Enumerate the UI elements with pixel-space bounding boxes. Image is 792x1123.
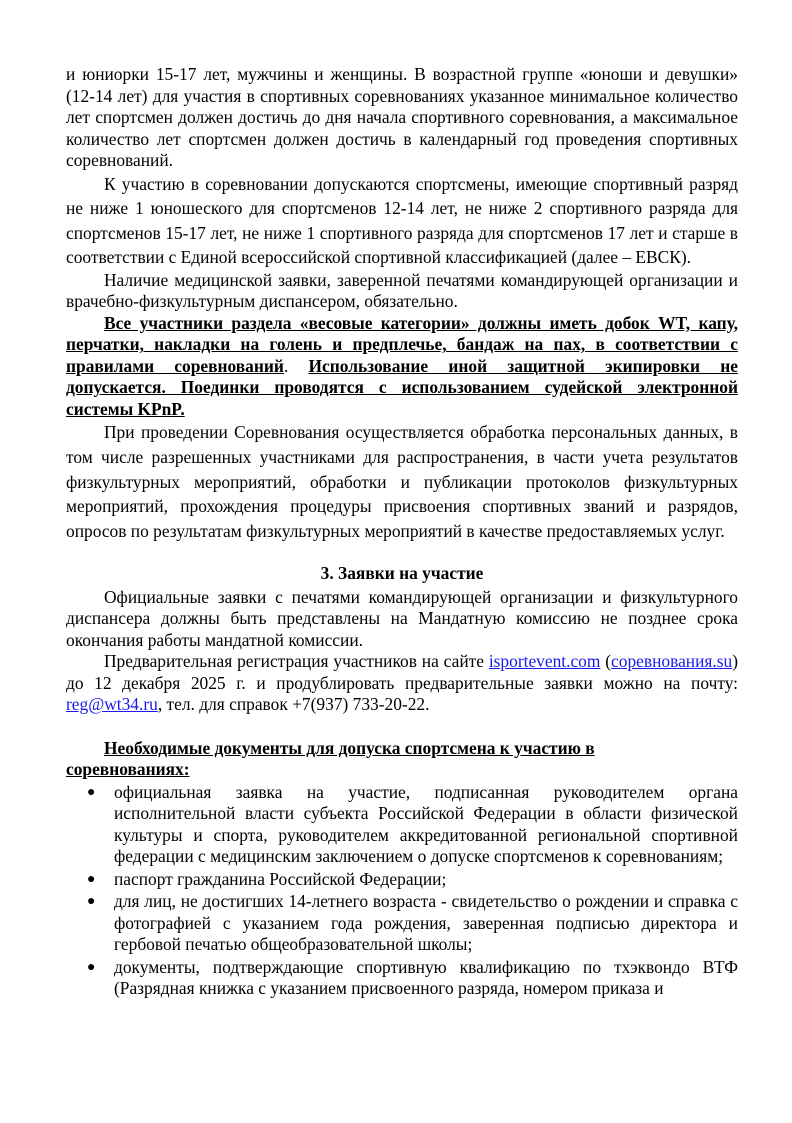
paragraph-preregistration xyxy=(66,651,738,716)
link-sorevnovaniya[interactable]: соревнования.su xyxy=(611,651,733,672)
paragraph-medical-request: Наличие медицинской заявки, заверенной печатями командирующей организации и врачебно-физкультурным диспансером, обязательно. xyxy=(66,269,738,312)
prereg-text-open: ( xyxy=(600,651,612,672)
link-isportevent[interactable]: isportevent.com xyxy=(488,651,601,672)
list-item xyxy=(66,782,738,868)
list-item-text: для лиц, не достигших 14-летнего возраста - свидетельство о рождении и справка с фотографией с указанием года рождения, заверенная подписью директора и гербовой печатью общеобразовательной школы; xyxy=(114,891,738,955)
documents-title-line1: Необходимые документы для допуска спортсмена к участию в xyxy=(104,737,595,758)
list-item-text: документы, подтверждающие спортивную квалификацию по тхэквондо ВТФ (Разрядная книжка с указанием присвоенного разряда, номером приказа и xyxy=(114,956,738,999)
link-email[interactable]: reg@wt34.ru xyxy=(66,694,158,715)
equipment-requirement-text: Все участники раздела «весовые категории» должны иметь добок WT, капу, перчатки, накладки на голень и предплечье, бандаж на пах, в соответствии с правилами соревнований xyxy=(66,312,738,376)
paragraph-equipment-rules xyxy=(66,313,738,421)
equipment-restriction-text: Использование иной защитной экипировки не допускается. Поединки проводятся с использованием судейской электронной системы KPnP. xyxy=(66,355,738,419)
bullet-icon: ● xyxy=(87,894,96,910)
paragraph-personal-data: При проведении Соревнования осуществляется обработка персональных данных, в том числе разрешенных участниками для распространения, в части учета результатов физкультурных мероприятий, обработки и публикации протоколов физкультурных мероприятий, прохождения процедуры присвоения спортивных званий и разрядов, опросов по результатам физкультурных мероприятий в качестве предоставляемых услуг. xyxy=(66,422,738,541)
prereg-text-end: , тел. для справок +7(937) 733-20-22. xyxy=(157,694,430,715)
list-item xyxy=(66,957,738,1000)
documents-title-line2: соревнованиях: xyxy=(66,759,190,780)
paragraph-official-requests: Официальные заявки с печатями командирующей организации и физкультурного диспансера должны быть представлены на Мандатную комиссию не позднее срока окончания работы мандатной комиссии. xyxy=(66,586,738,650)
document-page xyxy=(66,64,738,1001)
list-item xyxy=(66,891,738,956)
bullet-icon: ● xyxy=(87,871,96,887)
prereg-text-start: Предварительная регистрация участников на сайте xyxy=(104,651,489,672)
prereg-text-mid: ) до 12 декабря 2025 г. и продублировать предварительные заявки можно на почту: xyxy=(66,651,739,693)
paragraph-admission-ranks: К участию в соревновании допускаются спортсмены, имеющие спортивный разряд не ниже 1 юношеского для спортсменов 12-14 лет, не ниже 2 спортивного разряда для спортсменов 15-17 лет, не ниже 1 спортивного разряда для спортсменов 17 лет и старше в соответствии с Единой всероссийской спортивной классификацией (далее – ЕВСК). xyxy=(66,173,738,268)
documents-title xyxy=(66,738,738,781)
documents-list xyxy=(66,782,738,1000)
section-3-title: 3. Заявки на участие xyxy=(320,563,484,584)
list-item-text: паспорт гражданина Российской Федерации; xyxy=(114,868,447,889)
bullet-icon: ● xyxy=(87,784,96,800)
paragraph-age-groups: и юниорки 15-17 лет, мужчины и женщины. В возрастной группе «юноши и девушки» (12-14 лет) для участия в спортивных соревнованиях указанное минимальное количество лет спортсмен должен достичь до дня начала спортивного соревнования, а максимальное количество лет спортсмен должен достичь в календарный год проведения спортивных соревнований. xyxy=(66,64,738,170)
list-item-text: официальная заявка на участие, подписанная руководителем органа исполнительной власти субъекта Российской Федерации в области физической культуры и спорта, руководителем аккредитованной региональной спортивной федерации с медицинским заключением о допуске спортсменов к соревнованиям; xyxy=(114,781,738,867)
bullet-icon: ● xyxy=(87,959,96,975)
equipment-separator: . xyxy=(283,355,309,376)
list-item xyxy=(66,869,738,891)
